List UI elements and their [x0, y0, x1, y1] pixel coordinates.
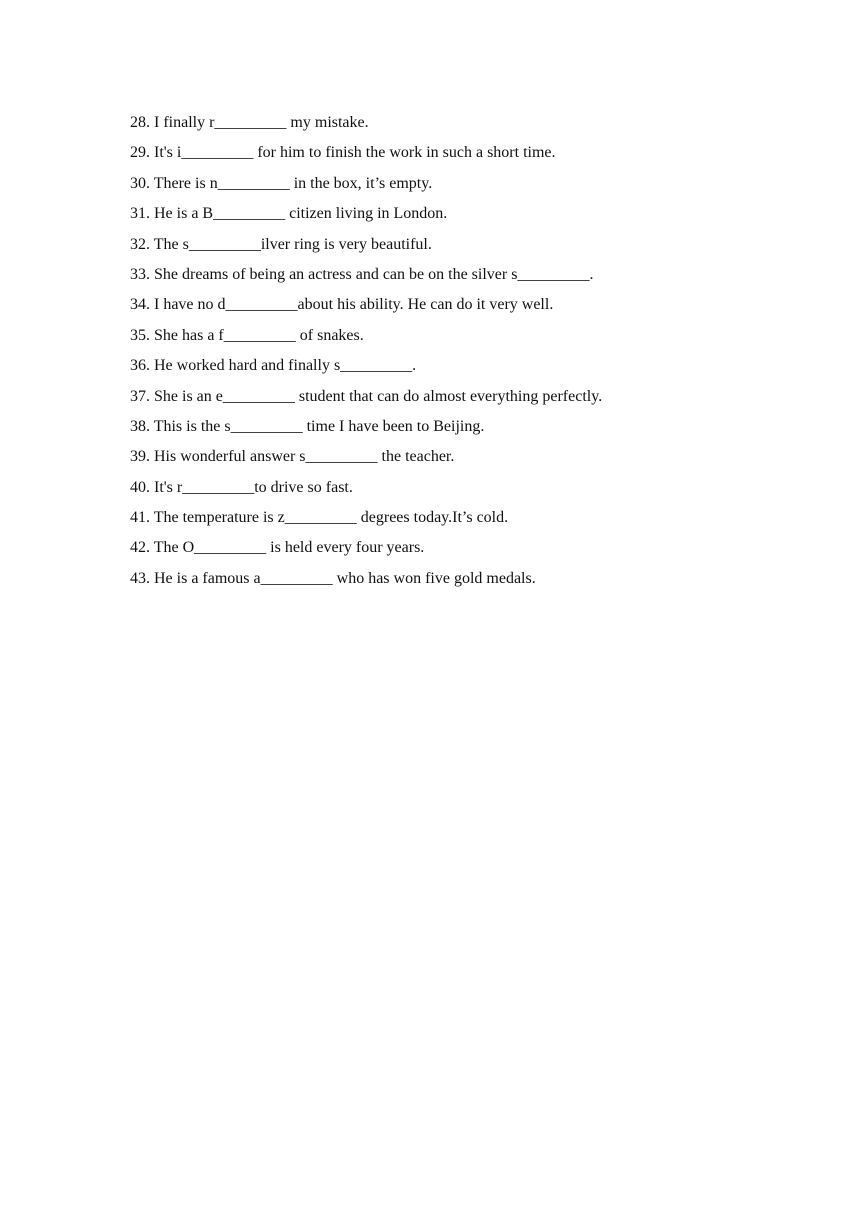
- exercise-line-31: 31. He is a B_________ citizen living in London.: [130, 205, 448, 223]
- exercise-line-34: 34. I have no d_________about his ability. He can do it very well.: [130, 296, 554, 314]
- exercise-line-38: 38. This is the s_________ time I have been to Beijing.: [130, 417, 485, 435]
- exercise-line-42: 42. The O_________ is held every four years.: [130, 539, 425, 557]
- exercise-line-36: 36. He worked hard and finally s_________.: [130, 357, 417, 375]
- exercise-line-35: 35. She has a f_________ of snakes.: [130, 326, 364, 344]
- exercise-line-40: 40. It's r_________to drive so fast.: [130, 478, 353, 496]
- exercise-line-30: 30. There is n_________ in the box, it’s empty.: [130, 174, 433, 192]
- exercise-line-37: 37. She is an e_________ student that can do almost everything perfectly.: [130, 387, 603, 405]
- exercise-list: [130, 108, 770, 594]
- exercise-line-33: 33. She dreams of being an actress and can be on the silver s_________.: [130, 265, 594, 283]
- exercise-line-28: 28. I finally r_________ my mistake.: [130, 114, 369, 131]
- exercise-line-39: 39. His wonderful answer s_________ the teacher.: [130, 448, 455, 466]
- exercise-line-29: 29. It's i_________ for him to finish the work in such a short time.: [130, 144, 556, 162]
- exercise-line-43: 43. He is a famous a_________ who has won five gold medals.: [130, 569, 536, 587]
- exercise-line-32: 32. The s_________ilver ring is very beautiful.: [130, 235, 432, 253]
- exercise-line-41: 41. The temperature is z_________ degrees today.It’s cold.: [130, 509, 509, 527]
